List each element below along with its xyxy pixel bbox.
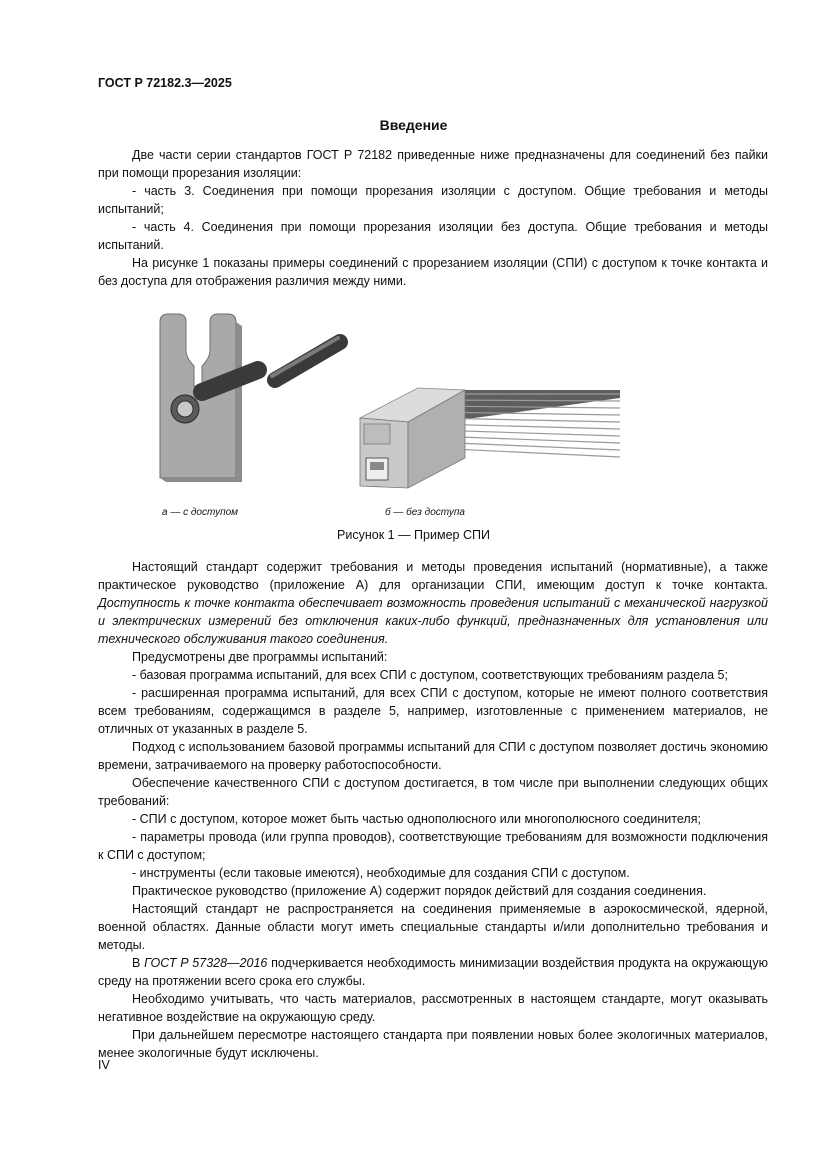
paragraph: При дальнейшем пересмотре настоящего стандарта при появлении новых более экологичных материалов, менее экологичные будут исключены. [98, 1028, 768, 1060]
list-item: - расширенная программа испытаний, для всех СПИ с доступом, которые не имеют полного соответствия всем требованиям, содержащимся в разделе 5, например, изготовленные с применением материалов, не отличных от указанных в разделе 5. [98, 686, 768, 736]
page-number: IV [98, 1058, 110, 1072]
paragraph-text: Настоящий стандарт содержит требования и методы проведения испытаний (нормативные), а также практическое руководство (приложение А) для организации СПИ, имеющим доступ к точке контакта. [98, 560, 768, 592]
list-item: - инструменты (если таковые имеются), необходимые для создания СПИ с доступом. [132, 866, 630, 880]
paragraph: Практическое руководство (приложение А) содержит порядок действий для создания соединения. [132, 884, 707, 898]
list-item: - часть 4. Соединения при помощи прорезания изоляции без доступа. Общие требования и методы испытаний. [98, 220, 768, 252]
list-item: - СПИ с доступом, которое может быть частью однополюсного или многополюсного соединителя; [132, 812, 701, 826]
main-text [98, 558, 768, 1062]
italic-text: Доступность к точке контакта обеспечивает возможность проведения испытаний с механической нагрузкой и электрических измерений без отключения каких-либо функций, предназначенных для установления или технического обслуживания такого соединения. [98, 596, 768, 646]
figure-title: Рисунок 1 — Пример СПИ [337, 528, 490, 542]
paragraph: На рисунке 1 показаны примеры соединений с прорезанием изоляции (СПИ) с доступом к точке контакта и без доступа для отображения различия между ними. [98, 256, 768, 288]
paragraph: Две части серии стандартов ГОСТ Р 72182 приведенные ниже предназначены для соединений без пайки при помощи прорезания изоляции: [98, 148, 768, 180]
figure-caption-a: а — с доступом [162, 507, 239, 518]
idc-with-access-drawing [160, 314, 340, 482]
paragraph: Обеспечение качественного СПИ с доступом достигается, в том числе при выполнении следующих общих требований: [98, 776, 768, 808]
paragraph-text: подчеркивается необходимость минимизации воздействия продукта на окружающую среду на протяжении всего срока его службы. [98, 956, 768, 988]
paragraph: Предусмотрены две программы испытаний: [132, 650, 388, 664]
standard-reference: ГОСТ Р 57328—2016 [144, 956, 268, 970]
list-item: - базовая программа испытаний, для всех СПИ с доступом, соответствующих требованиям раздела 5; [132, 668, 728, 682]
paragraph-text: В [132, 956, 145, 970]
paragraph: Необходимо учитывать, что часть материалов, рассмотренных в настоящем стандарте, могут оказывать негативное воздействие на окружающую среду. [98, 992, 768, 1024]
figure-1-illustration [150, 310, 620, 495]
paragraph [98, 558, 768, 648]
list-item: - параметры провода (или группа проводов), соответствующие требованиям для возможности подключения к СПИ с доступом; [98, 830, 768, 862]
document-header: ГОСТ Р 72182.3—2025 [98, 76, 232, 90]
section-title: Введение [379, 117, 448, 133]
paragraph [98, 954, 768, 990]
paragraph: Подход с использованием базовой программы испытаний для СПИ с доступом позволяет достичь экономию времени, затрачиваемого на проверку работоспособности. [98, 740, 768, 772]
paragraph: Настоящий стандарт не распространяется на соединения применяемые в аэрокосмической, ядерной, военной областях. Данные области могут иметь специальные стандарты и/или дополнительно требования и методы. [98, 902, 768, 952]
figure-caption-b: б — без доступа [385, 507, 465, 518]
list-item: - часть 3. Соединения при помощи прорезания изоляции с доступом. Общие требования и методы испытаний; [98, 184, 768, 216]
idc-without-access-drawing [360, 388, 620, 488]
intro-text [98, 146, 768, 290]
